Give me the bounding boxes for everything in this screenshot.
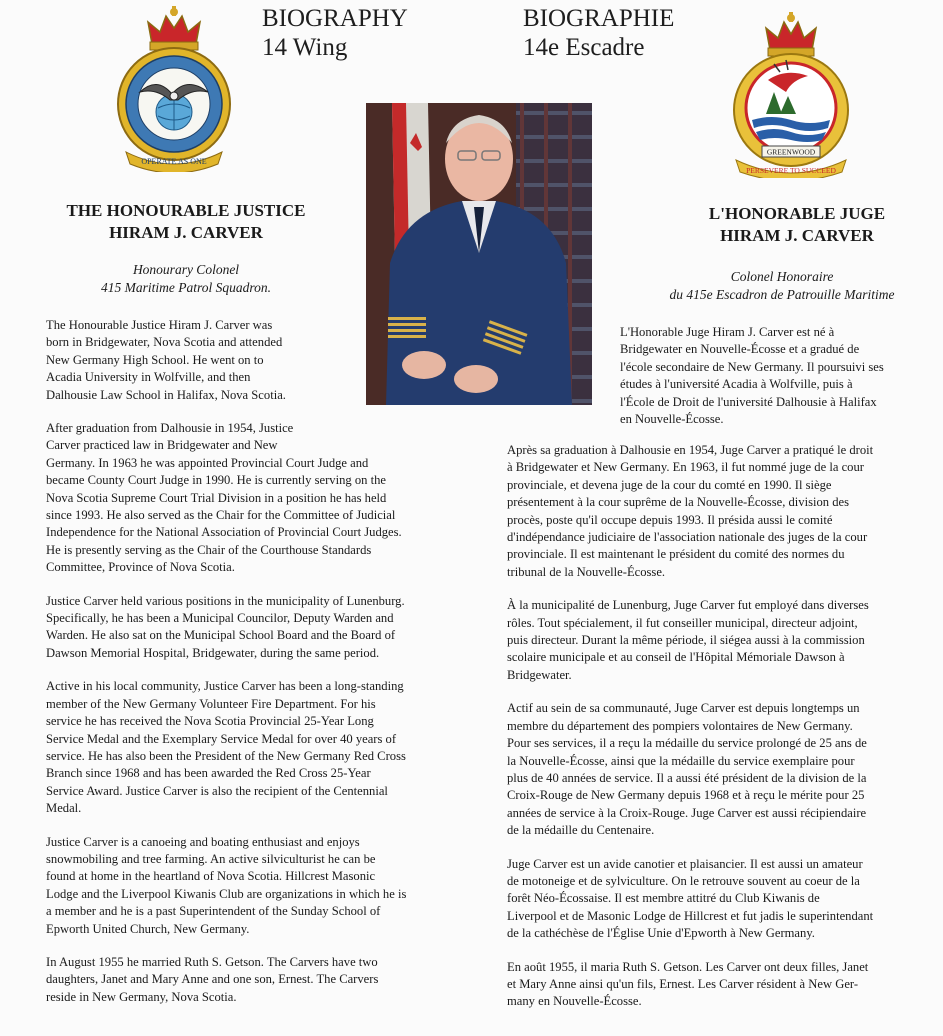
- wing-crest-icon: [728, 10, 854, 178]
- fr-name-line1: L'HONORABLE JUGE: [708, 204, 886, 223]
- crown-icon: [766, 12, 816, 56]
- escadre-subtitle: 14e Escadre: [523, 34, 645, 61]
- en-role-line2: 415 Maritime Patrol Squadron.: [101, 280, 271, 295]
- en-paragraph-4: Active in his local community, Justice Carver has been a long-standing member of the New Germany Volunteer Fire Department. For his service he has received the Nova Scotia Provincial 25-Year Long Service Medal and the Exemplary Service Medal for over 40 years of service. He has also been the President of the New Germany Red Cross Branch since 1968 and has been awarded the Red Cross 25-Year Service Award. Justice Carver is also the recipient of the Centennial Medal.: [46, 679, 406, 816]
- biography-title: BIOGRAPHY: [262, 5, 408, 32]
- fr-role-line2: du 415e Escadron de Patrouille Maritime: [669, 287, 895, 302]
- fr-body: [507, 442, 937, 1011]
- portrait-photo: [366, 103, 592, 405]
- fr-paragraph-4: Actif au sein de sa communauté, Juge Carver est depuis longtemps un membre du département des pompiers volontaires de New Germany. Pour ses services, il a reçu la médaille du service prolongé de 25 ans de la Nouvelle-Écosse, ainsi que la médaille du service exemplaire pour plus de 40 années de service. Il a aussi été président de la division de la Croix-Rouge de New Germany depuis 1968 et à reçu le mérite pour 25 années de service à la Croix-Rouge. Juge Carver est aussi récipiendaire de la médaille du Centenaire.: [507, 701, 867, 838]
- en-paragraph-3: Justice Carver held various positions in the municipality of Lunenburg. Specifically, he has been a Municipal Councilor, Deputy Warden and Warden. He also sat on the Municipal School Board and the Board of Dawson Memorial Hospital, Bridgewater, during the same period.: [46, 593, 405, 660]
- en-role-line1: Honourary Colonel: [132, 262, 240, 277]
- fr-role-line1: Colonel Honoraire: [730, 269, 834, 284]
- left-crest-motto: OPERATE AS ONE: [141, 157, 207, 166]
- en-name-line1: THE HONOURABLE JUSTICE: [66, 201, 306, 220]
- fr-paragraph-6: En août 1955, il maria Ruth S. Getson. Les Carver ont deux filles, Janet et Mary Anne ainsi qu'un fils, Ernest. Les Carver résident à New Ger- many en Nouvelle-Écosse.: [507, 959, 869, 1009]
- fr-paragraph-5: Juge Carver est un avide canotier et plaisancier. Il est aussi un amateur de motoneige et de sylviculture. On le retrouve souvent au coeur de la forêt Néo-Écossaise. Il est membre attitré du Club Kiwanis de Liverpool et de Masonic Lodge de Hillcrest et fut jadis le superintendant de la cathéchèse de l'Église Unie d'Epworth à New Germany.: [507, 856, 874, 941]
- squadron-crest-icon: [112, 4, 236, 172]
- en-paragraph-2: After graduation from Dalhousie in 1954, Justice Carver practiced law in Bridgewater and New Germany. In 1963 he was appointed Provincial Court Judge and became County Court Judge in 1990. He is currently serving on the Nova Scotia Supreme Court Trial Division in a position he has held since 1993. He also served as the Chair for the Committee of Judicial Independence for the National Association of Provincial Court Judges. He is presently serving as the Chair of the Courthouse Standards Committee, Province of Nova Scotia.: [46, 421, 402, 575]
- biographie-title: BIOGRAPHIE: [523, 5, 675, 32]
- right-crest-ribbon: GREENWOOD: [766, 147, 816, 157]
- crown-icon: [148, 6, 200, 50]
- fr-paragraph-3: À la municipalité de Lunenburg, Juge Carver fut employé dans diverses rôles. Tout spécialement, il fut conseiller municipal, directeur adjoint, puis directeur. Durant la même période, il siégea aussi à la commission scolaire municipale et au conseil de l'Hôpital Mémoriale Dawson à Bridgewater.: [507, 598, 869, 682]
- en-paragraph-6: In August 1955 he married Ruth S. Getson. The Carvers have two daughters, Janet and Mary Anne and one son, Ernest. The Carvers reside in New Germany, Nova Scotia.: [46, 954, 379, 1004]
- en-paragraph-1: The Honourable Justice Hiram J. Carver was born in Bridgewater, Nova Scotia and attended New Germany High School. He went on to Acadia University in Wolfville, and then Dalhousie Law School in Halifax, Nova Scotia.: [46, 318, 286, 402]
- en-name-line2: HIRAM J. CARVER: [109, 223, 263, 242]
- fr-paragraph-1: L'Honorable Juge Hiram J. Carver est né à Bridgewater en Nouvelle-Écosse et a gradué de l'école secondaire de New Germany. Il poursuivi ses études à l'université Acadia à Wolfville, puis à l'École de Droit de l'université Dalhousie à Halifax en Nouvelle-Écosse.: [620, 325, 884, 427]
- wing-subtitle: 14 Wing: [262, 34, 348, 61]
- en-body: [46, 420, 466, 1006]
- fr-name-line2: HIRAM J. CARVER: [720, 226, 874, 245]
- fr-paragraph-2: Après sa graduation à Dalhousie en 1954, Juge Carver a pratiqué le droit à Bridgewater et New Germany. En 1963, il fut nommé juge de la cour provinciale, et devena juge de la cour du comté en 1990. Il siège présentement à la cour suprême de la Nouvelle-Écosse, division des procès, poste qu'il occupe depuis 1993. Il présida aussi le comité d'indépendance judiciaire de l'association nationale des juges de la cour provinciale. Il est maintenant le président du comité des normes du tribunal de la Nouvelle-Écosse.: [507, 443, 874, 579]
- right-crest-motto: PERSEVERE TO SUCCEED: [746, 166, 836, 175]
- en-paragraph-5: Justice Carver is a canoeing and boating enthusiast and enjoys snowmobiling and tree farming. An active silviculturist he can be found at home in the heartland of Nova Scotia. Hillcrest Masonic Lodge and the Liverpool Kiwanis Club are organizations in which he is a member and he is a past Superintendent of the Sunday School of Epworth United Church, New Germany.: [46, 834, 407, 936]
